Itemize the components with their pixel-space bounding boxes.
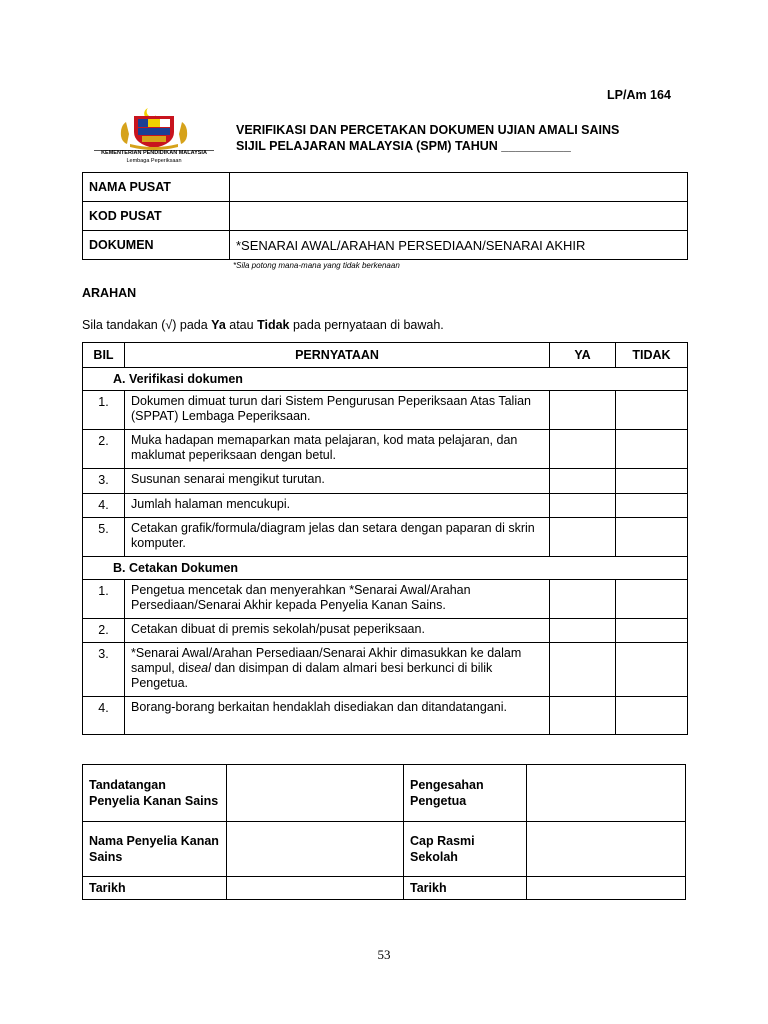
board-name: Lembaga Peperiksaan [126, 158, 182, 164]
dokumen-field[interactable]: *SENARAI AWAL/ARAHAN PERSEDIAAN/SENARAI AKHIR [230, 231, 688, 260]
ya-checkbox[interactable] [550, 580, 616, 619]
table-row [83, 697, 688, 735]
kod-pusat-label: KOD PUSAT [83, 202, 230, 231]
principal-approval-label: Pengesahan Pengetua [404, 765, 527, 822]
statement-text: Borang-borang berkaitan hendaklah disediakan dan ditandatangani. [125, 697, 550, 735]
tidak-checkbox[interactable] [616, 619, 688, 643]
checklist-table [82, 342, 688, 735]
signature-row [83, 765, 686, 822]
seal-word: seal [187, 661, 211, 675]
info-row-kod-pusat [83, 202, 688, 231]
instruction-ya: Ya [211, 318, 226, 332]
table-row [83, 469, 688, 494]
tidak-checkbox[interactable] [616, 469, 688, 494]
school-stamp-label: Cap Rasmi Sekolah [404, 822, 527, 877]
school-stamp-field[interactable] [527, 822, 686, 877]
row-number: 2. [83, 619, 125, 643]
table-row [83, 430, 688, 469]
date-row [83, 877, 686, 900]
ya-checkbox[interactable] [550, 469, 616, 494]
statement-text: Cetakan grafik/formula/diagram jelas dan setara dengan paparan di skrin komputer. [125, 518, 550, 557]
row-number: 2. [83, 430, 125, 469]
ya-checkbox[interactable] [550, 391, 616, 430]
info-row-dokumen [83, 231, 688, 260]
tidak-checkbox[interactable] [616, 643, 688, 697]
ministry-logo [90, 104, 218, 166]
bil-header: BIL [83, 343, 125, 368]
centre-info-table [82, 172, 688, 260]
supervisor-date-field[interactable] [227, 877, 404, 900]
supervisor-name-field[interactable] [227, 822, 404, 877]
ya-checkbox[interactable] [550, 518, 616, 557]
instruction-text [82, 318, 444, 332]
principal-date-field[interactable] [527, 877, 686, 900]
row-number: 3. [83, 469, 125, 494]
tidak-checkbox[interactable] [616, 697, 688, 735]
ministry-name: KEMENTERIAN PENDIDIKAN MALAYSIA [101, 150, 207, 156]
statement-text: Muka hadapan memaparkan mata pelajaran, kod mata pelajaran, dan maklumat peperiksaan dengan betul. [125, 430, 550, 469]
checklist-header-row [83, 343, 688, 368]
statement-text: Jumlah halaman mencukupi. [125, 494, 550, 518]
info-row-nama-pusat [83, 173, 688, 202]
section-a-row [83, 368, 688, 391]
pernyataan-header: PERNYATAAN [125, 343, 550, 368]
title-line-1: VERIFIKASI DAN PERCETAKAN DOKUMEN UJIAN AMALI SAINS [236, 123, 620, 137]
statement-text: Dokumen dimuat turun dari Sistem Pengurusan Peperiksaan Atas Talian (SPPAT) Lembaga Peperiksaan. [125, 391, 550, 430]
statement-text-part-2: dan disimpan di dalam almari besi berkunci di bilik Pengetua. [131, 661, 493, 690]
table-row [83, 494, 688, 518]
title-line-2: SIJIL PELAJARAN MALAYSIA (SPM) TAHUN __________ [236, 139, 571, 153]
row-number: 4. [83, 697, 125, 735]
instruction-tidak: Tidak [257, 318, 290, 332]
ya-checkbox[interactable] [550, 430, 616, 469]
table-row [83, 643, 688, 697]
instruction-part-2: atau [225, 318, 258, 332]
arahan-heading: ARAHAN [82, 286, 137, 300]
tidak-checkbox[interactable] [616, 518, 688, 557]
table-row [83, 391, 688, 430]
row-number: 4. [83, 494, 125, 518]
table-row [83, 518, 688, 557]
name-row [83, 822, 686, 877]
row-number: 3. [83, 643, 125, 697]
row-number: 1. [83, 391, 125, 430]
instruction-part-1: Sila tandakan (√) pada [82, 318, 212, 332]
ya-checkbox[interactable] [550, 494, 616, 518]
tidak-checkbox[interactable] [616, 391, 688, 430]
dokumen-label: DOKUMEN [83, 231, 230, 260]
section-b-row [83, 557, 688, 580]
instruction-part-3: pada pernyataan di bawah. [289, 318, 444, 332]
principal-date-label: Tarikh [404, 877, 527, 900]
ya-checkbox[interactable] [550, 643, 616, 697]
statement-text [125, 643, 550, 697]
tidak-checkbox[interactable] [616, 494, 688, 518]
tidak-checkbox[interactable] [616, 580, 688, 619]
table-row [83, 580, 688, 619]
section-a-title: A. Verifikasi dokumen [83, 368, 688, 391]
tidak-header: TIDAK [616, 343, 688, 368]
ya-checkbox[interactable] [550, 619, 616, 643]
statement-text-part-1: *Senarai Awal/Arahan Persediaan/Senarai Akhir dimasukkan ke dalam sampul, di [131, 646, 522, 675]
ya-header: YA [550, 343, 616, 368]
kod-pusat-field[interactable] [230, 202, 688, 231]
row-number: 5. [83, 518, 125, 557]
supervisor-date-label: Tarikh [83, 877, 227, 900]
table-row [83, 619, 688, 643]
supervisor-signature-label: Tandatangan Penyelia Kanan Sains [83, 765, 227, 822]
malaysia-coat-of-arms-icon [90, 104, 218, 166]
nama-pusat-label: NAMA PUSAT [83, 173, 230, 202]
ya-checkbox[interactable] [550, 697, 616, 735]
principal-approval-field[interactable] [527, 765, 686, 822]
document-title [236, 122, 619, 154]
tidak-checkbox[interactable] [616, 430, 688, 469]
supervisor-signature-field[interactable] [227, 765, 404, 822]
statement-text: Susunan senarai mengikut turutan. [125, 469, 550, 494]
supervisor-name-label: Nama Penyelia Kanan Sains [83, 822, 227, 877]
form-code: LP/Am 164 [607, 88, 671, 102]
row-number: 1. [83, 580, 125, 619]
signature-table [82, 764, 686, 900]
statement-text: Cetakan dibuat di premis sekolah/pusat peperiksaan. [125, 619, 550, 643]
strike-note: *Sila potong mana-mana yang tidak berkenaan [233, 261, 400, 270]
statement-text: Pengetua mencetak dan menyerahkan *Senarai Awal/Arahan Persediaan/Senarai Akhir kepada Penyelia Kanan Sains. [125, 580, 550, 619]
section-b-title: B. Cetakan Dokumen [83, 557, 688, 580]
nama-pusat-field[interactable] [230, 173, 688, 202]
page-number: 53 [377, 947, 391, 962]
